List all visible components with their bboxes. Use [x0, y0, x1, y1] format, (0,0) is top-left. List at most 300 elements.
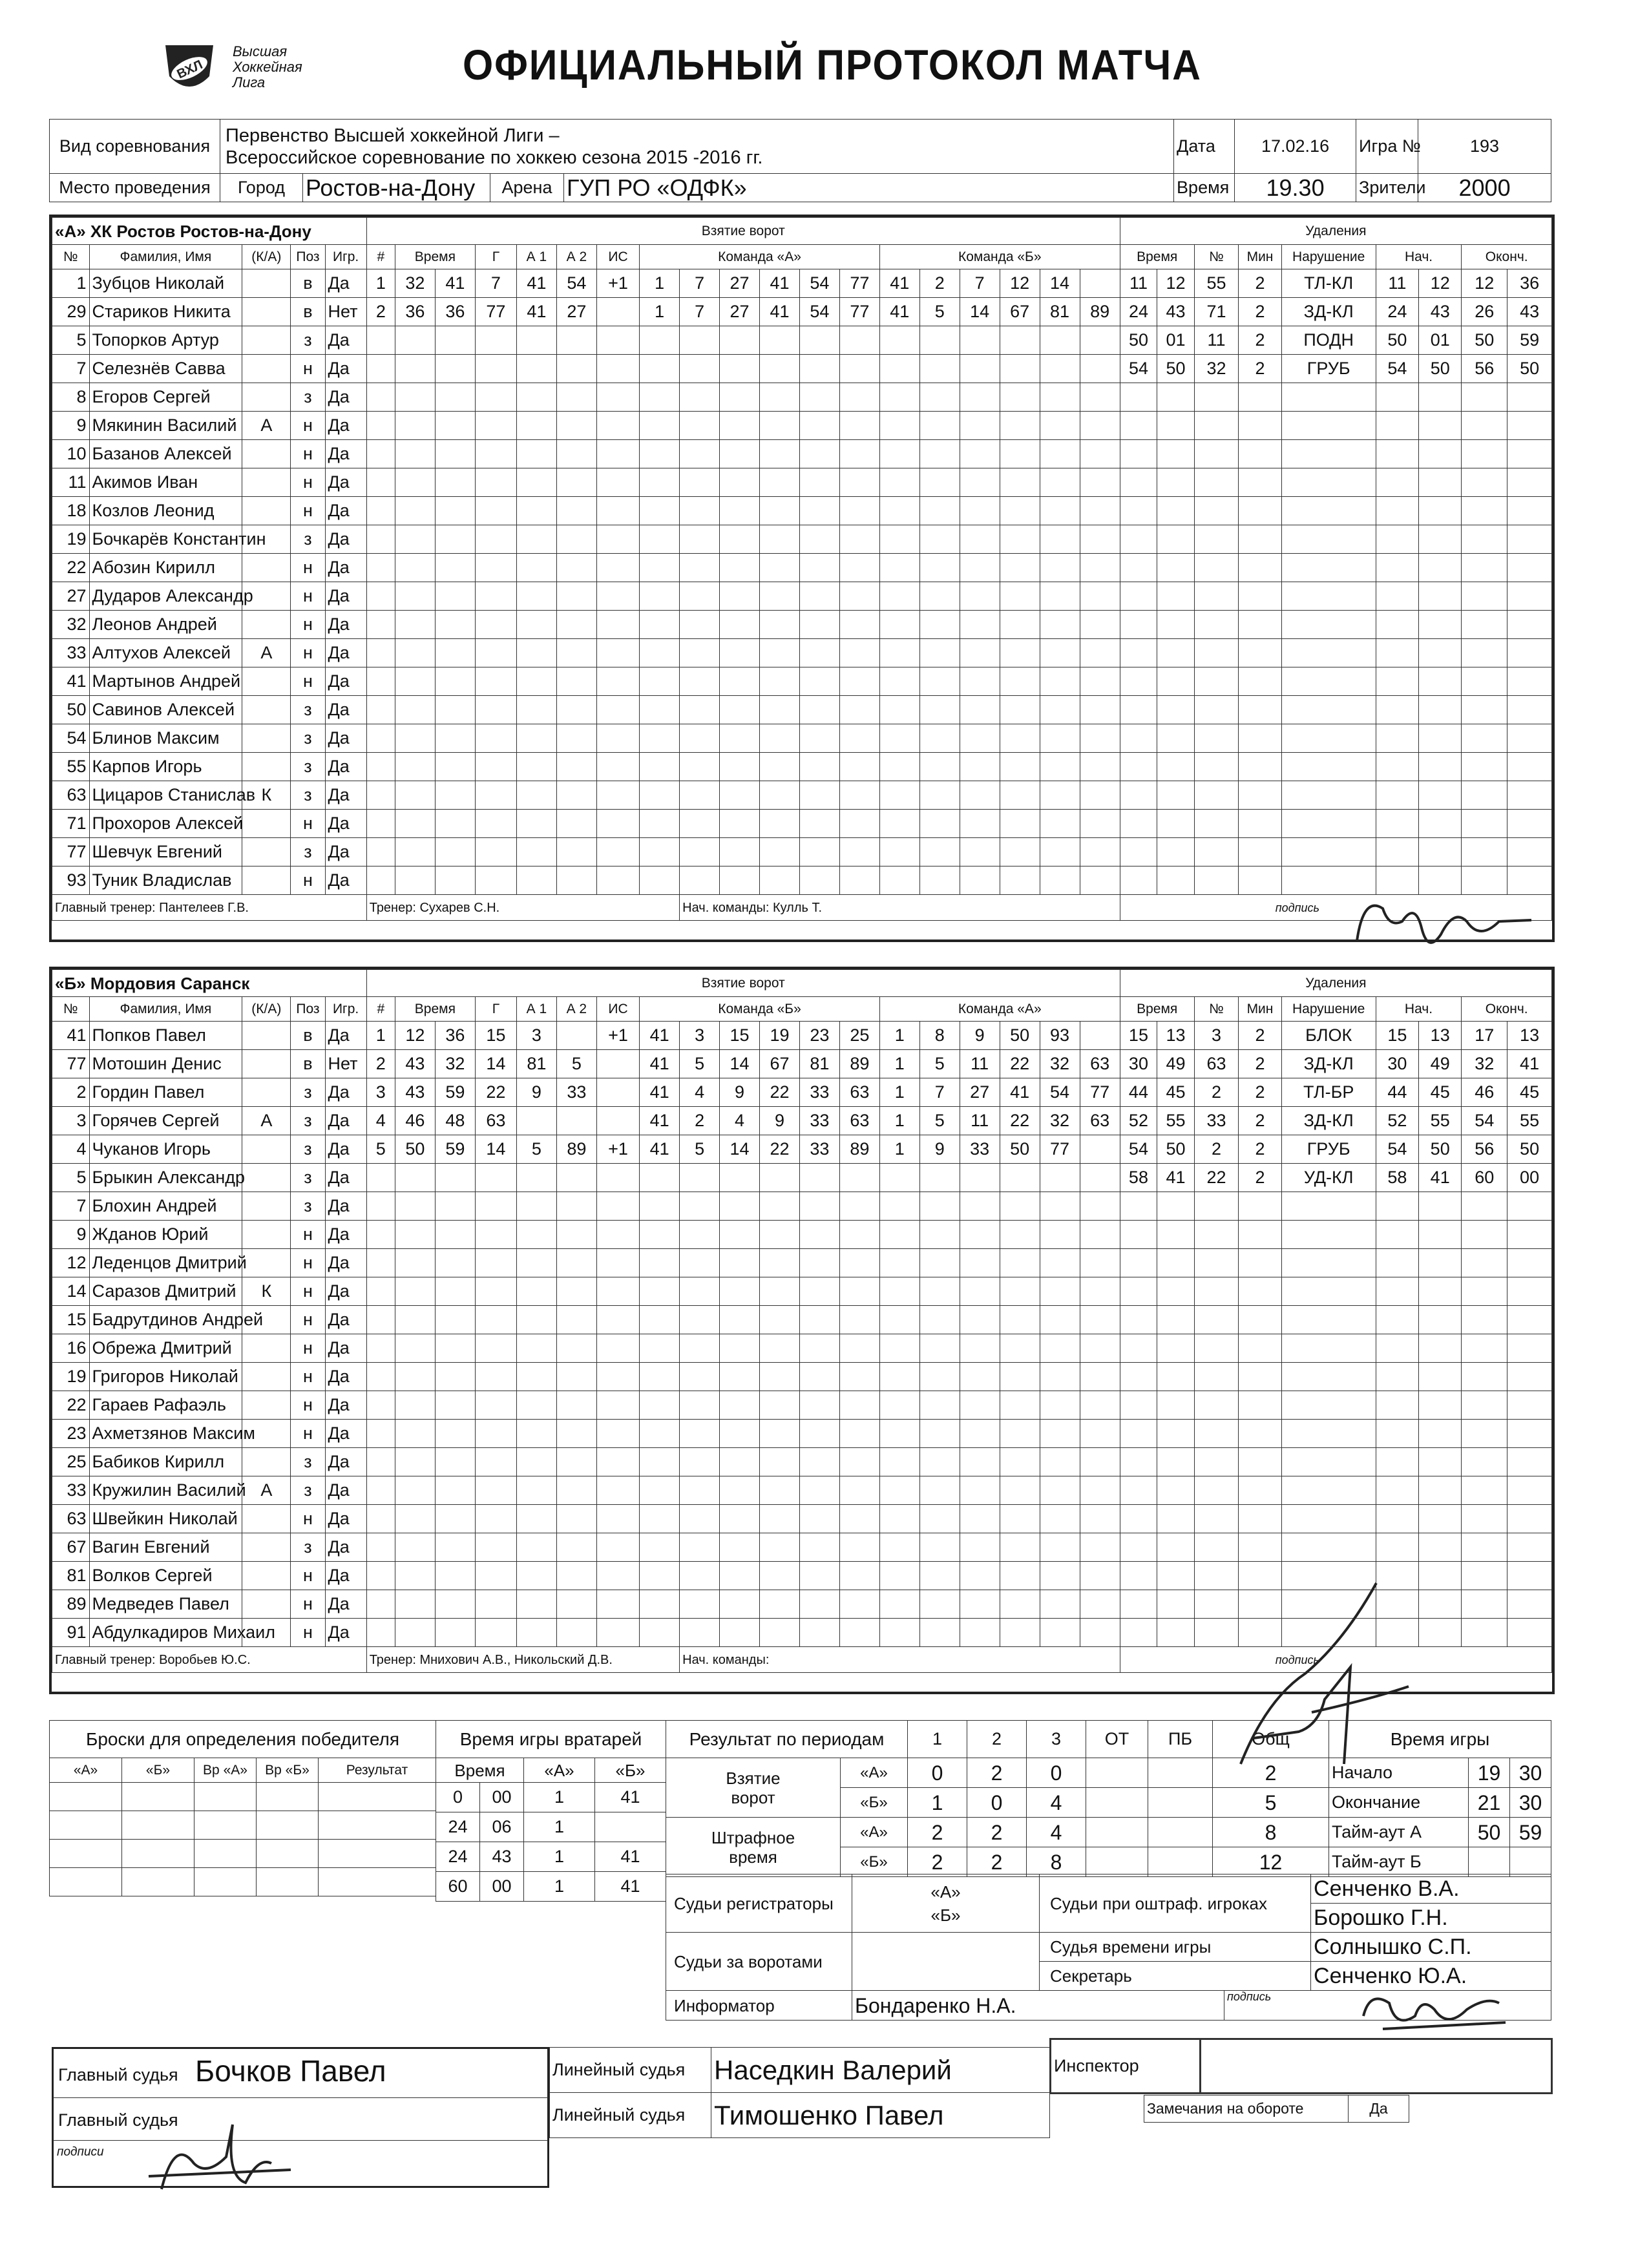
- player-played: Да: [325, 440, 366, 468]
- pen-end-min: 56: [1462, 1135, 1507, 1164]
- player-position: з: [291, 724, 325, 753]
- pen-end-sec: 50: [1507, 1135, 1552, 1164]
- player-played: Да: [325, 1533, 366, 1562]
- res-value: 2: [908, 1818, 967, 1847]
- gk-col-time: Время: [436, 1758, 524, 1783]
- pen-sec: 45: [1157, 1078, 1195, 1107]
- city-label: Город: [220, 174, 303, 202]
- reg-b: «Б»: [930, 1905, 961, 1925]
- player-number: 22: [52, 554, 90, 582]
- own-onice: 22: [760, 1078, 800, 1107]
- player-role: А: [242, 412, 291, 440]
- a-col-a1: А 1: [516, 245, 556, 269]
- b-head-coach: Главный тренер: Воробьев Ю.С.: [52, 1647, 367, 1673]
- pen-min: 52: [1120, 1107, 1157, 1135]
- timekeeper-value: Солнышко С.П.: [1311, 1933, 1551, 1962]
- table-row: [436, 1812, 666, 1842]
- res-value: 2: [1213, 1758, 1329, 1788]
- player-number: 41: [52, 1022, 90, 1050]
- pen-min: 54: [1120, 1135, 1157, 1164]
- pen-player: 71: [1194, 298, 1239, 326]
- own-onice: 27: [720, 298, 760, 326]
- pen-violation: БЛОК: [1281, 1022, 1376, 1050]
- pen-violation: ТЛ-БР: [1281, 1078, 1376, 1107]
- player-played: Да: [325, 497, 366, 525]
- so-col-gkb: Вр «Б»: [257, 1758, 319, 1783]
- player-name: Чуканов Игорь: [89, 1135, 242, 1164]
- player-number: 27: [52, 582, 90, 611]
- date-value: 17.02.16: [1235, 120, 1356, 174]
- player-position: з: [291, 525, 325, 554]
- opp-onice: 77: [1040, 1135, 1080, 1164]
- pen-min: 44: [1120, 1078, 1157, 1107]
- player-number: 18: [52, 497, 90, 525]
- player-number: 22: [52, 1391, 90, 1420]
- player-name: Базанов Алексей: [89, 440, 242, 468]
- player-number: 55: [52, 753, 90, 781]
- own-onice: 14: [720, 1050, 760, 1078]
- a-col-pos: Поз: [291, 245, 325, 269]
- goal-assist1: 41: [516, 298, 556, 326]
- goal-assist1: 3: [516, 1022, 556, 1050]
- pen-violation: ЗД-КЛ: [1281, 1050, 1376, 1078]
- pen-sec: 01: [1157, 326, 1195, 355]
- own-onice: 63: [839, 1078, 879, 1107]
- a-sign-label: подпись: [1120, 895, 1551, 921]
- pen-sec: 13: [1157, 1022, 1195, 1050]
- pen-minutes: 2: [1239, 1164, 1281, 1192]
- own-onice: 1: [640, 269, 680, 298]
- own-onice: 41: [640, 1107, 680, 1135]
- spect-label: Зрители: [1356, 174, 1418, 202]
- a-col-ptime: Время: [1120, 245, 1194, 269]
- player-position: з: [291, 781, 325, 810]
- player-number: 5: [52, 1164, 90, 1192]
- player-position: з: [291, 383, 325, 412]
- pen-start-min: 24: [1376, 298, 1418, 326]
- penbox-label: Судьи при оштраф. игроках: [1040, 1874, 1311, 1933]
- player-played: Да: [325, 525, 366, 554]
- pen-end-min: 32: [1462, 1050, 1507, 1078]
- res-value: 8: [1213, 1818, 1329, 1847]
- pen-end-min: 50: [1462, 326, 1507, 355]
- player-played: Да: [325, 269, 366, 298]
- shootout-title: Броски для определения победителя: [50, 1721, 436, 1758]
- pen-start-min: 54: [1376, 355, 1418, 383]
- player-played: Да: [325, 1505, 366, 1533]
- opp-onice: 81: [1040, 298, 1080, 326]
- own-onice: 89: [839, 1050, 879, 1078]
- goal-number: 5: [366, 1135, 395, 1164]
- res-label: Взятие ворот: [666, 1758, 841, 1818]
- pen-min: 11: [1120, 269, 1157, 298]
- opp-onice: 9: [960, 1022, 1000, 1050]
- player-role: К: [242, 781, 291, 810]
- res-value: [1086, 1847, 1148, 1877]
- opp-onice: 14: [960, 298, 1000, 326]
- player-position: н: [291, 412, 325, 440]
- player-name: Медведев Павел: [89, 1590, 242, 1619]
- player-name: Обрежа Дмитрий: [89, 1334, 242, 1363]
- gk-col-b: «Б»: [595, 1758, 666, 1783]
- own-onice: 81: [799, 1050, 839, 1078]
- line-name-1: Наседкин Валерий: [711, 2048, 1050, 2093]
- goal-situation: +1: [596, 1022, 639, 1050]
- opp-onice: 5: [919, 1107, 960, 1135]
- player-position: з: [291, 1448, 325, 1476]
- period-3: 3: [1027, 1721, 1086, 1758]
- goal-scorer: 14: [475, 1135, 516, 1164]
- player-played: Да: [325, 554, 366, 582]
- pen-minutes: 2: [1239, 355, 1281, 383]
- player-number: 32: [52, 611, 90, 639]
- player-name: Селезнёв Савва: [89, 355, 242, 383]
- gk-min: 60: [436, 1872, 480, 1902]
- goal-assist1: 81: [516, 1050, 556, 1078]
- res-value: [1086, 1788, 1148, 1818]
- secretary-signature: [1357, 1984, 1512, 2042]
- player-name: Акимов Иван: [89, 468, 242, 497]
- pen-start-sec: 12: [1419, 269, 1462, 298]
- own-onice: 9: [720, 1078, 760, 1107]
- b-col-g: Г: [475, 997, 516, 1022]
- gk-b: 41: [595, 1842, 666, 1872]
- b-col-play: Игр.: [325, 997, 366, 1022]
- player-played: Да: [325, 611, 366, 639]
- opp-onice: 1: [879, 1135, 919, 1164]
- goal-assist1: 9: [516, 1078, 556, 1107]
- player-played: Да: [325, 1391, 366, 1420]
- own-onice: 4: [680, 1078, 720, 1107]
- goal-sec: 36: [435, 298, 475, 326]
- gk-sec: 43: [480, 1842, 524, 1872]
- player-position: н: [291, 810, 325, 838]
- player-name: Туник Владислав: [89, 866, 242, 895]
- player-played: Да: [325, 1476, 366, 1505]
- game-number: 193: [1418, 120, 1551, 174]
- own-onice: 41: [760, 269, 800, 298]
- gk-sec: 00: [480, 1783, 524, 1812]
- comp-line1: Первенство Высшей хоккейной Лиги –: [226, 125, 560, 146]
- own-onice: 41: [640, 1135, 680, 1164]
- opp-onice: 14: [1040, 269, 1080, 298]
- player-number: 2: [52, 1078, 90, 1107]
- secretary-label: Секретарь: [1040, 1962, 1311, 1991]
- goal-number: 2: [366, 298, 395, 326]
- player-number: 25: [52, 1448, 90, 1476]
- player-played: Да: [325, 468, 366, 497]
- a-head-coach: Главный тренер: Пантелеев Г.В.: [52, 895, 367, 921]
- arena-value: ГУП РО «ОДФК»: [564, 174, 1174, 202]
- goal-min: 43: [395, 1050, 435, 1078]
- player-position: н: [291, 582, 325, 611]
- player-name: Леденцов Дмитрий: [89, 1249, 242, 1277]
- goal-sec: 59: [435, 1135, 475, 1164]
- player-name: Мотошин Денис: [89, 1050, 242, 1078]
- a-team-title: «А» ХК Ростов Ростов-на-Дону: [52, 218, 367, 245]
- pen-start-min: 54: [1376, 1135, 1418, 1164]
- pen-end-sec: 13: [1507, 1022, 1552, 1050]
- pen-min: 58: [1120, 1164, 1157, 1192]
- player-number: 10: [52, 440, 90, 468]
- player-played: Да: [325, 781, 366, 810]
- goalie-time-table: [436, 1720, 666, 1902]
- pen-start-sec: 50: [1419, 1135, 1462, 1164]
- player-played: Да: [325, 582, 366, 611]
- b-goals-title: Взятие ворот: [366, 970, 1120, 997]
- own-onice: 89: [839, 1135, 879, 1164]
- vhl-shield-icon: [160, 40, 218, 98]
- pen-min: 24: [1120, 298, 1157, 326]
- pen-player: 3: [1194, 1022, 1239, 1050]
- arena-label: Арена: [490, 174, 564, 202]
- player-played: Да: [325, 1192, 366, 1221]
- b-team-title: «Б» Мордовия Саранск: [52, 970, 367, 997]
- own-onice: 41: [640, 1022, 680, 1050]
- res-value: 0: [967, 1788, 1027, 1818]
- player-name: Абдулкадиров Михаил: [89, 1619, 242, 1647]
- pen-start-sec: 55: [1419, 1107, 1462, 1135]
- player-number: 33: [52, 639, 90, 667]
- pen-sec: 49: [1157, 1050, 1195, 1078]
- player-played: Да: [325, 412, 366, 440]
- pen-start-sec: 50: [1419, 355, 1462, 383]
- gt-sec: [1510, 1847, 1551, 1877]
- player-played: Да: [325, 696, 366, 724]
- a-coach: Тренер: Сухарев С.Н.: [366, 895, 679, 921]
- player-number: 63: [52, 1505, 90, 1533]
- gt-sec: 30: [1510, 1788, 1551, 1818]
- player-name: Кружилин Василий: [89, 1476, 242, 1505]
- pen-sec: 43: [1157, 298, 1195, 326]
- goal-min: 50: [395, 1135, 435, 1164]
- opp-onice: 67: [1000, 298, 1040, 326]
- pen-violation: ГРУБ: [1281, 1135, 1376, 1164]
- player-played: Да: [325, 326, 366, 355]
- pen-end-min: 56: [1462, 355, 1507, 383]
- player-played: Да: [325, 753, 366, 781]
- table-row: [436, 1783, 666, 1812]
- opp-onice: 63: [1080, 1050, 1120, 1078]
- b-col-ptime: Время: [1120, 997, 1194, 1022]
- city-value: Ростов-на-Дону: [303, 174, 490, 202]
- player-number: 19: [52, 525, 90, 554]
- res-value: 4: [1027, 1788, 1086, 1818]
- opp-onice: 89: [1080, 298, 1120, 326]
- player-name: Савинов Алексей: [89, 696, 242, 724]
- player-played: Да: [325, 1107, 366, 1135]
- own-onice: 14: [720, 1135, 760, 1164]
- opp-onice: 11: [960, 1050, 1000, 1078]
- pen-minutes: 2: [1239, 1107, 1281, 1135]
- player-played: Да: [325, 1448, 366, 1476]
- opp-onice: 7: [919, 1078, 960, 1107]
- player-role: К: [242, 1277, 291, 1306]
- referee-signature: [136, 2112, 310, 2196]
- so-col-gka: Вр «А»: [194, 1758, 257, 1783]
- a-col-pnum: №: [1194, 245, 1239, 269]
- player-position: н: [291, 1334, 325, 1363]
- b-col-pmin: Мин: [1239, 997, 1281, 1022]
- b-col-a2: А 2: [556, 997, 596, 1022]
- pen-minutes: 2: [1239, 326, 1281, 355]
- own-onice: 4: [720, 1107, 760, 1135]
- pen-end-min: 46: [1462, 1078, 1507, 1107]
- player-role: А: [242, 1107, 291, 1135]
- timekeeper-label: Судья времени игры: [1040, 1933, 1311, 1962]
- b-col-hash: #: [366, 997, 395, 1022]
- own-onice: 67: [760, 1050, 800, 1078]
- pen-start-sec: 43: [1419, 298, 1462, 326]
- gk-a: 1: [524, 1783, 595, 1812]
- table-row: [1329, 1788, 1551, 1818]
- a-col-start: Нач.: [1376, 245, 1462, 269]
- player-played: Да: [325, 724, 366, 753]
- inform-label: Информатор: [666, 1991, 852, 2021]
- gk-min: 24: [436, 1842, 480, 1872]
- player-played: Да: [325, 355, 366, 383]
- player-position: з: [291, 1164, 325, 1192]
- comp-label: Вид соревнования: [50, 120, 220, 174]
- player-number: 11: [52, 468, 90, 497]
- player-position: н: [291, 866, 325, 895]
- gt-label: Окончание: [1329, 1788, 1469, 1818]
- pen-end-sec: 45: [1507, 1078, 1552, 1107]
- goal-situation: +1: [596, 1135, 639, 1164]
- gt-min: 50: [1469, 1818, 1510, 1847]
- ref-label-1: Главный судья: [58, 2065, 178, 2084]
- opp-onice: 93: [1040, 1022, 1080, 1050]
- player-position: н: [291, 554, 325, 582]
- b-col-pnum: №: [1194, 997, 1239, 1022]
- pen-end-sec: 00: [1507, 1164, 1552, 1192]
- inspector-label: Инспектор: [1051, 2039, 1201, 2094]
- player-played: Да: [325, 639, 366, 667]
- gk-a: 1: [524, 1872, 595, 1902]
- player-position: з: [291, 1135, 325, 1164]
- opp-onice: 7: [960, 269, 1000, 298]
- res-value: 5: [1213, 1788, 1329, 1818]
- player-position: н: [291, 1363, 325, 1391]
- player-name: Мартынов Андрей: [89, 667, 242, 696]
- own-onice: 41: [640, 1050, 680, 1078]
- player-name: Мякинин Василий: [89, 412, 242, 440]
- own-onice: 5: [680, 1135, 720, 1164]
- own-onice: 1: [640, 298, 680, 326]
- opp-onice: 41: [879, 298, 919, 326]
- player-number: 15: [52, 1306, 90, 1334]
- so-col-b: «Б»: [122, 1758, 194, 1783]
- player-name: Блохин Андрей: [89, 1192, 242, 1221]
- goal-number: 2: [366, 1050, 395, 1078]
- b-chief: Нач. команды:: [680, 1647, 1120, 1673]
- opp-onice: 22: [1000, 1050, 1040, 1078]
- a-goals-title: Взятие ворот: [366, 218, 1120, 245]
- player-name: Бочкарёв Константин: [89, 525, 242, 554]
- pen-end-min: 17: [1462, 1022, 1507, 1050]
- b-coach: Тренер: Мнихович А.В., Никольский Д.В.: [366, 1647, 679, 1673]
- player-name: Цицаров Станислав: [89, 781, 242, 810]
- gt-sec: 30: [1510, 1758, 1551, 1788]
- team-b-signature: [1215, 1570, 1428, 1770]
- pen-sec: 55: [1157, 1107, 1195, 1135]
- opp-onice: 1: [879, 1022, 919, 1050]
- own-onice: 5: [680, 1050, 720, 1078]
- player-position: з: [291, 326, 325, 355]
- gk-sec: 00: [480, 1872, 524, 1902]
- time-value: 19.30: [1235, 174, 1356, 202]
- pen-minutes: 2: [1239, 1050, 1281, 1078]
- goal-situation: +1: [596, 269, 639, 298]
- player-played: Да: [325, 1363, 366, 1391]
- pen-start-min: 30: [1376, 1050, 1418, 1078]
- player-number: 89: [52, 1590, 90, 1619]
- gk-min: 24: [436, 1812, 480, 1842]
- res-team: «Б»: [841, 1847, 908, 1877]
- res-value: [1148, 1758, 1213, 1788]
- player-position: н: [291, 1619, 325, 1647]
- gk-a: 1: [524, 1812, 595, 1842]
- player-played: Да: [325, 810, 366, 838]
- own-onice: 33: [799, 1135, 839, 1164]
- line-label-2: Линейный судья: [550, 2093, 711, 2138]
- opp-onice: 63: [1080, 1107, 1120, 1135]
- a-col-num: №: [52, 245, 90, 269]
- goal-scorer: 15: [475, 1022, 516, 1050]
- player-name: Гараев Рафаэль: [89, 1391, 242, 1420]
- player-number: 23: [52, 1420, 90, 1448]
- pen-violation: ГРУБ: [1281, 355, 1376, 383]
- opp-onice: 1: [879, 1050, 919, 1078]
- pen-min: 54: [1120, 355, 1157, 383]
- player-position: н: [291, 468, 325, 497]
- player-position: в: [291, 1022, 325, 1050]
- pen-sec: 41: [1157, 1164, 1195, 1192]
- b-col-viol: Нарушение: [1281, 997, 1376, 1022]
- player-played: Да: [325, 1164, 366, 1192]
- period-ot: ОТ: [1086, 1721, 1148, 1758]
- res-team: «Б»: [841, 1788, 908, 1818]
- opp-onice: 41: [1000, 1078, 1040, 1107]
- goal-scorer: 14: [475, 1050, 516, 1078]
- own-onice: 15: [720, 1022, 760, 1050]
- player-position: з: [291, 1192, 325, 1221]
- player-number: 9: [52, 1221, 90, 1249]
- player-name: Козлов Леонид: [89, 497, 242, 525]
- b-col-own: Команда «Б»: [640, 997, 880, 1022]
- opp-onice: 5: [919, 1050, 960, 1078]
- pen-start-min: 52: [1376, 1107, 1418, 1135]
- own-onice: 3: [680, 1022, 720, 1050]
- b-col-is: ИС: [596, 997, 639, 1022]
- player-name: Ахметзянов Максим: [89, 1420, 242, 1448]
- player-name: Швейкин Николай: [89, 1505, 242, 1533]
- pen-min: 50: [1120, 326, 1157, 355]
- pen-start-min: 50: [1376, 326, 1418, 355]
- own-onice: 33: [799, 1078, 839, 1107]
- player-played: Да: [325, 1590, 366, 1619]
- res-value: 2: [967, 1847, 1027, 1877]
- opp-onice: 2: [919, 269, 960, 298]
- pen-minutes: 2: [1239, 1022, 1281, 1050]
- gt-label: Тайм-аут Б: [1329, 1847, 1469, 1877]
- res-value: 12: [1213, 1847, 1329, 1877]
- inform-value: Бондаренко Н.А.: [852, 1991, 1224, 2021]
- pen-end-sec: 41: [1507, 1050, 1552, 1078]
- player-number: 77: [52, 1050, 90, 1078]
- gk-b: 41: [595, 1872, 666, 1902]
- player-number: 5: [52, 326, 90, 355]
